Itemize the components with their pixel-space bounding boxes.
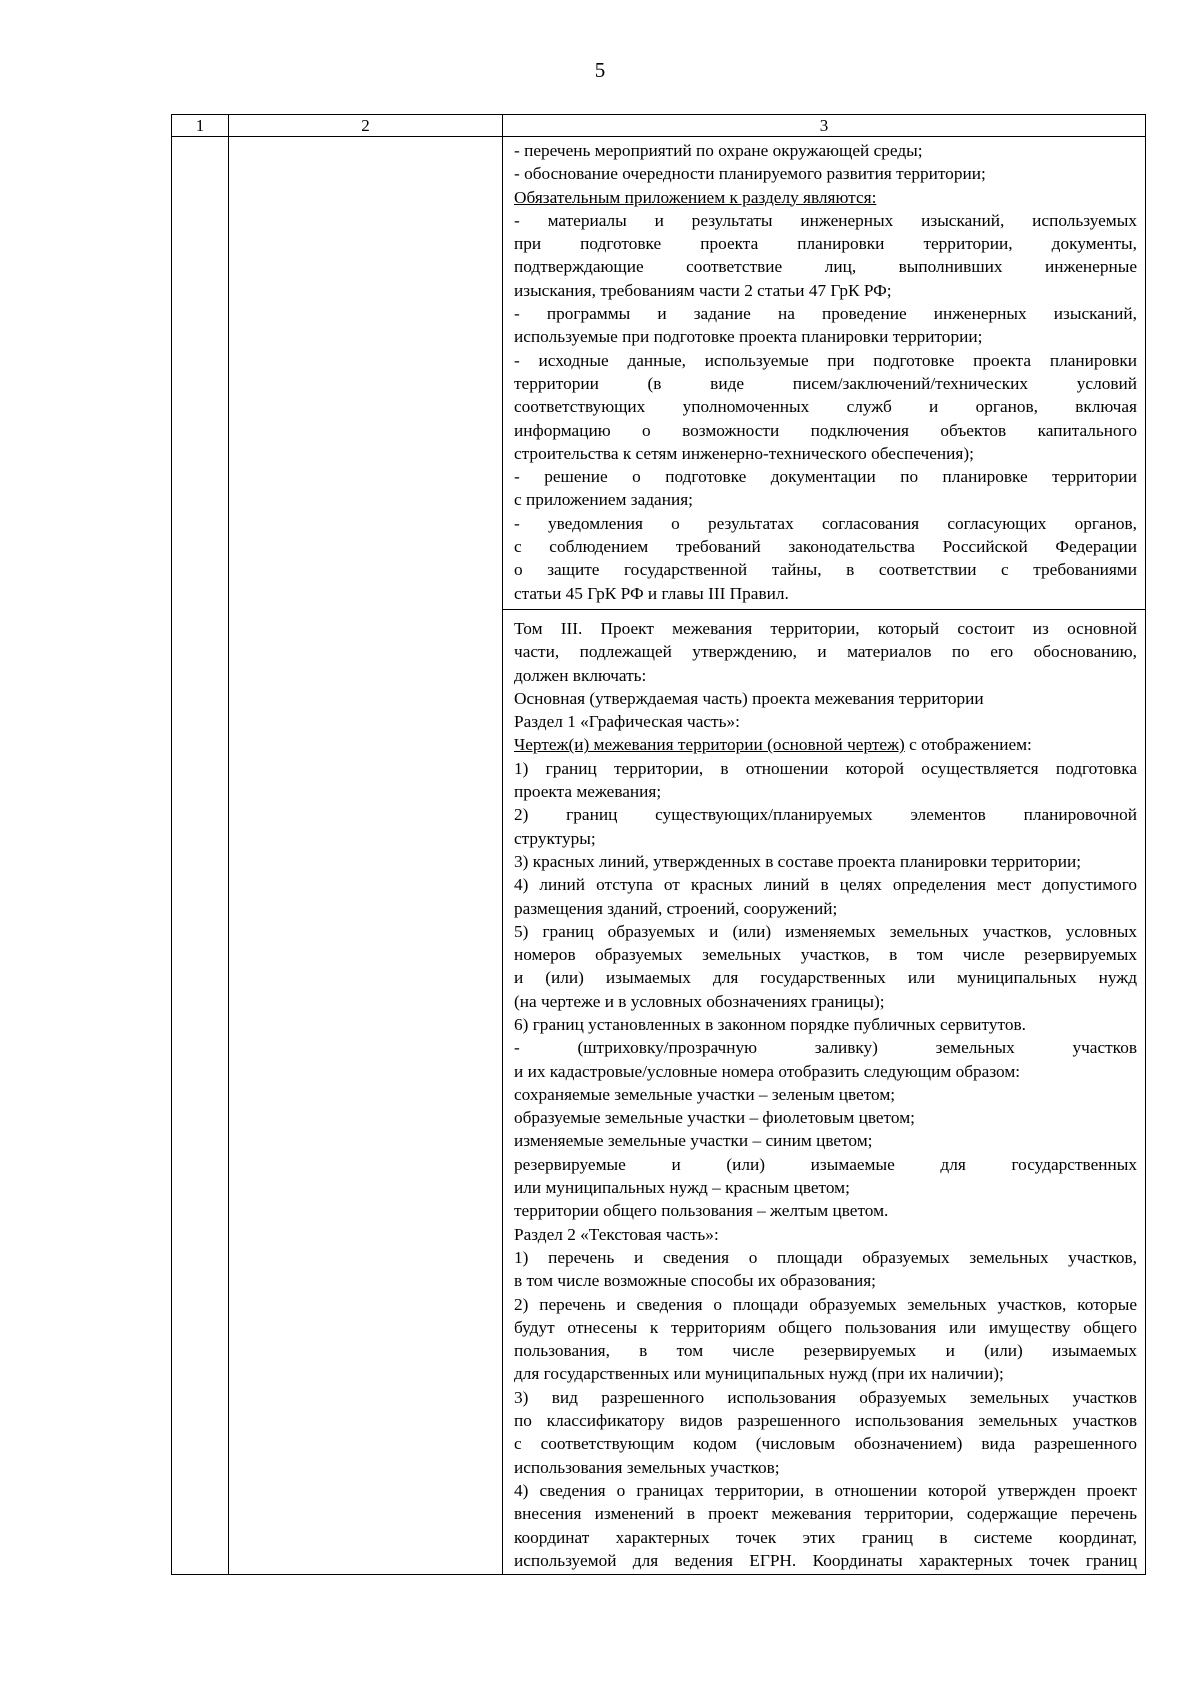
text-line: размещения зданий, строений, сооружений; xyxy=(514,898,838,918)
text-line: 3) вид разрешенного использования образуемых земельных участков xyxy=(514,1387,1137,1407)
text-line: (на чертеже и в условных обозначениях границы); xyxy=(514,991,885,1011)
text-line: координат характерных точек этих границ в системе координат, xyxy=(514,1527,1137,1547)
text-line: должен включать: xyxy=(514,665,647,685)
text-line: Основная (утверждаемая часть) проекта межевания территории xyxy=(514,688,984,708)
text-line: с приложением задания; xyxy=(514,490,693,510)
text-line: с соответствующим кодом (числовым обозначением) вида разрешенного xyxy=(514,1434,1137,1454)
section-text-block xyxy=(503,610,1145,1574)
text-line: сохраняемые земельные участки – зеленым цветом; xyxy=(514,1084,896,1104)
underlined-text: Чертеж(и) межевания территории (основной чертеж) xyxy=(514,735,905,755)
text-line: - (штриховку/прозрачную заливку) земельных участков xyxy=(514,1038,1137,1058)
text-line: - исходные данные, используемые при подготовке проекта планировки xyxy=(514,350,1137,370)
cell-col2 xyxy=(229,137,503,1575)
text-line: - решение о подготовке документации по планировке территории xyxy=(514,467,1137,487)
text-line: для государственных или муниципальных нужд (при их наличии); xyxy=(514,1364,1004,1384)
section-text-block xyxy=(503,137,1145,609)
text-line: подтверждающие соответствие лиц, выполнивших инженерные xyxy=(514,257,1137,277)
cell-volume-3-survey-project xyxy=(503,609,1146,1574)
text-line: при подготовке проекта планировки территории, документы, xyxy=(514,234,1137,254)
text-line: 4) линий отступа от красных линий в целях определения мест допустимого xyxy=(514,875,1137,895)
text-line: 3) красных линий, утвержденных в составе проекта планировки территории; xyxy=(514,851,1082,871)
text-line: информацию о возможности подключения объектов капитального xyxy=(514,420,1137,440)
text-line: образуемые земельные участки – фиолетовым цветом; xyxy=(514,1108,915,1128)
text-line: части, подлежащей утверждению, и материалов по его обоснованию, xyxy=(514,642,1137,662)
column-header-2: 2 xyxy=(229,115,503,137)
text-line: Том III. Проект межевания территории, который состоит из основной xyxy=(514,618,1137,638)
text-line: о защите государственной тайны, в соответствии с требованиями xyxy=(514,560,1137,580)
table-row xyxy=(172,137,1146,610)
text-line: Обязательным приложением к разделу являются: xyxy=(514,187,877,207)
text-line: 2) границ существующих/планируемых элементов планировочной xyxy=(514,805,1137,825)
text-line: Раздел 1 «Графическая часть»: xyxy=(514,712,740,732)
text-continuation: с отображением: xyxy=(904,735,1032,755)
text-line: с соблюдением требований законодательства Российской Федерации xyxy=(514,537,1137,557)
text-line: - обоснование очередности планируемого развития территории; xyxy=(514,164,986,184)
text-line: 1) границ территории, в отношении которой осуществляется подготовка xyxy=(514,758,1137,778)
text-line: 2) перечень и сведения о площади образуемых земельных участков, которые xyxy=(514,1294,1137,1314)
text-line: - перечень мероприятий по охране окружающей среды; xyxy=(514,141,923,160)
text-line: будут отнесены к территориям общего пользования или имуществу общего xyxy=(514,1317,1137,1337)
text-line: территории (в виде писем/заключений/технических условий xyxy=(514,373,1137,393)
text-line xyxy=(514,733,1137,756)
text-line: использования земельных участков; xyxy=(514,1457,780,1477)
text-line: - программы и задание на проведение инженерных изысканий, xyxy=(514,304,1137,324)
text-line: статьи 45 ГрК РФ и главы III Правил. xyxy=(514,583,789,603)
text-line: соответствующих уполномоченных служб и органов, включая xyxy=(514,397,1137,417)
column-header-3: 3 xyxy=(503,115,1146,137)
text-line: территории общего пользования – желтым цветом. xyxy=(514,1201,889,1221)
page-number: 5 xyxy=(594,58,606,82)
text-line: используемые при подготовке проекта планировки территории; xyxy=(514,327,983,347)
column-header-1: 1 xyxy=(172,115,229,137)
text-line: используемой для ведения ЕГРН. Координаты характерных точек границ xyxy=(514,1550,1137,1570)
text-line: 5) границ образуемых и (или) изменяемых земельных участков, условных xyxy=(514,921,1137,941)
text-line: строительства к сетям инженерно-технического обеспечения); xyxy=(514,443,974,463)
document-table xyxy=(171,114,1146,1575)
text-line: резервируемые и (или) изымаемые для государственных xyxy=(514,1154,1137,1174)
text-line: по классификатору видов разрешенного использования земельных участков xyxy=(514,1411,1137,1431)
text-line: - материалы и результаты инженерных изысканий, используемых xyxy=(514,210,1137,230)
text-line: 1) перечень и сведения о площади образуемых земельных участков, xyxy=(514,1247,1137,1267)
text-line: 4) сведения о границах территории, в отношении которой утвержден проект xyxy=(514,1480,1137,1500)
text-line: проекта межевания; xyxy=(514,782,662,802)
text-line: и их кадастровые/условные номера отобразить следующим образом: xyxy=(514,1061,1021,1081)
text-line: номеров образуемых земельных участков, в том числе резервируемых xyxy=(514,945,1137,965)
text-line: 6) границ установленных в законном порядке публичных сервитутов. xyxy=(514,1014,1026,1034)
text-line: изменяемые земельные участки – синим цветом; xyxy=(514,1131,873,1151)
text-line: изыскания, требованиям части 2 статьи 47 ГрК РФ; xyxy=(514,280,892,300)
text-line: структуры; xyxy=(514,828,596,848)
cell-volume-2-appendices xyxy=(503,137,1146,610)
cell-col1 xyxy=(172,137,229,1575)
text-line: - уведомления о результатах согласования согласующих органов, xyxy=(514,513,1137,533)
text-line: или муниципальных нужд – красным цветом; xyxy=(514,1178,850,1198)
text-line: Раздел 2 «Текстовая часть»: xyxy=(514,1224,719,1244)
text-line: в том числе возможные способы их образования; xyxy=(514,1271,876,1291)
text-line: и (или) изымаемых для государственных или муниципальных нужд xyxy=(514,968,1137,988)
text-line: внесения изменений в проект межевания территории, содержащие перечень xyxy=(514,1504,1137,1524)
table-header-row xyxy=(172,115,1146,137)
text-line: пользования, в том числе резервируемых и (или) изымаемых xyxy=(514,1341,1137,1361)
